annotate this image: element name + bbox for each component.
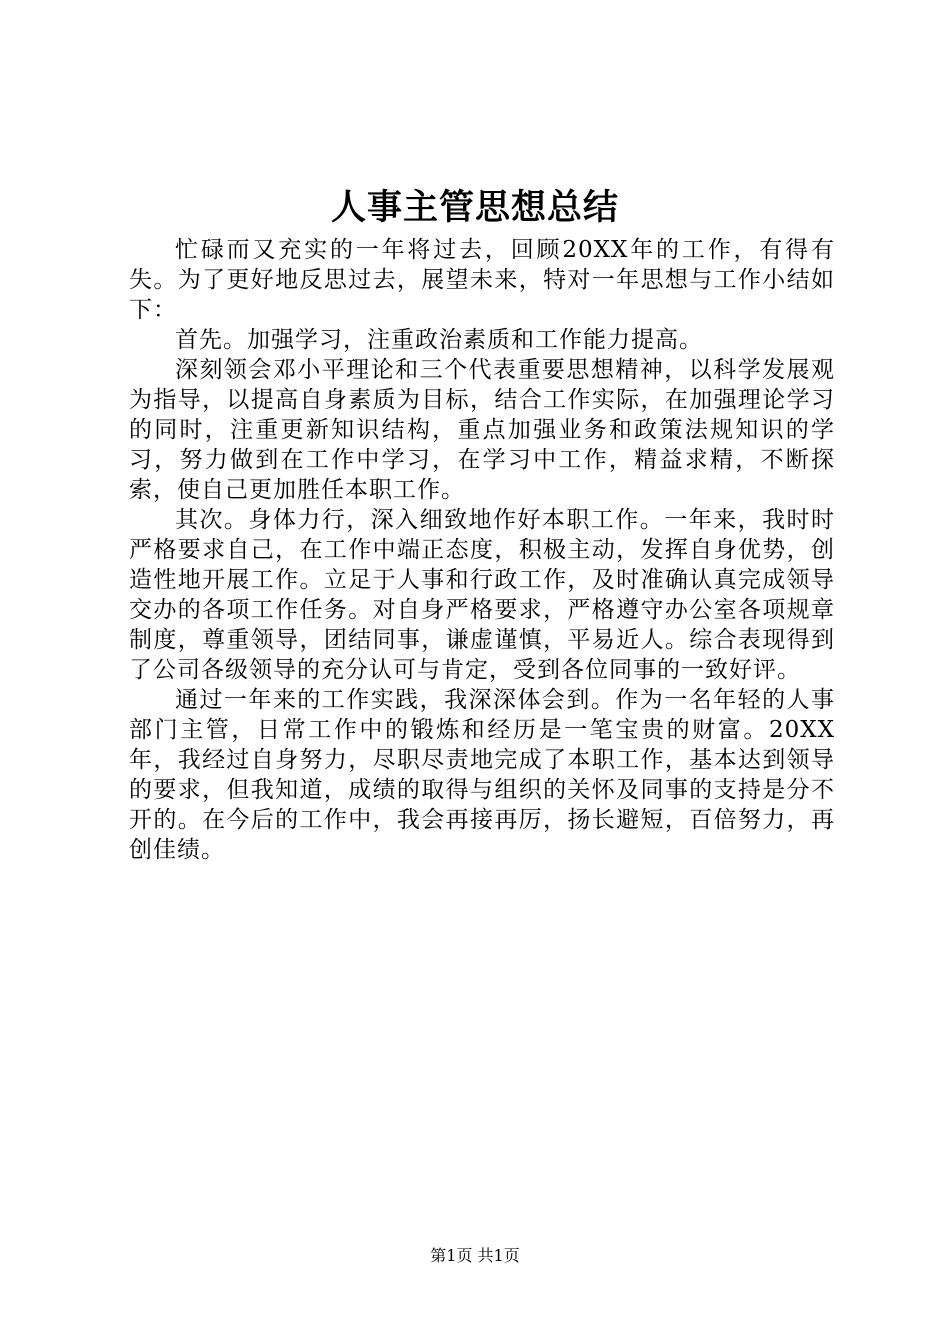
document-body (129, 235, 835, 865)
paragraph-second-point: 其次。身体力行，深入细致地作好本职工作。一年来，我时时严格要求自己，在工作中端正态度，积极主动，发挥自身优势，创造性地开展工作。立足于人事和行政工作，及时准确认真完成领导交办的各项工作任务。对自身严格要求，严格遵守办公室各项规章制度，尊重领导，团结同事，谦虚谨慎，平易近人。综合表现得到了公司各级领导的充分认可与肯定，受到各位同事的一致好评。 (129, 507, 835, 683)
paragraph-study: 深刻领会邓小平理论和三个代表重要思想精神，以科学发展观为指导，以提高自身素质为目标，结合工作实际，在加强理论学习的同时，注重更新知识结构，重点加强业务和政策法规知识的学习，努力做到在工作中学习，在学习中工作，精益求精，不断探索，使自己更加胜任本职工作。 (129, 357, 835, 503)
paragraph-conclusion: 通过一年来的工作实践，我深深体会到。作为一名年轻的人事部门主管，日常工作中的锻炼和经历是一笔宝贵的财富。20XX年，我经过自身努力，尽职尽责地完成了本职工作，基本达到领导的要求，但我知道，成绩的取得与组织的关怀及同事的支持是分不开的。在今后的工作中，我会再接再厉，扬长避短，百倍努力，再创佳绩。 (129, 687, 835, 863)
page-footer: 第1页 共1页 (430, 1246, 520, 1265)
paragraph-first-point: 首先。加强学习，注重政治素质和工作能力提高。 (175, 327, 703, 353)
document-title: 人事主管思想总结 (330, 187, 619, 228)
paragraph-intro: 忙碌而又充实的一年将过去，回顾20XX年的工作，有得有失。为了更好地反思过去，展望未来，特对一年思想与工作小结如下： (129, 237, 835, 323)
